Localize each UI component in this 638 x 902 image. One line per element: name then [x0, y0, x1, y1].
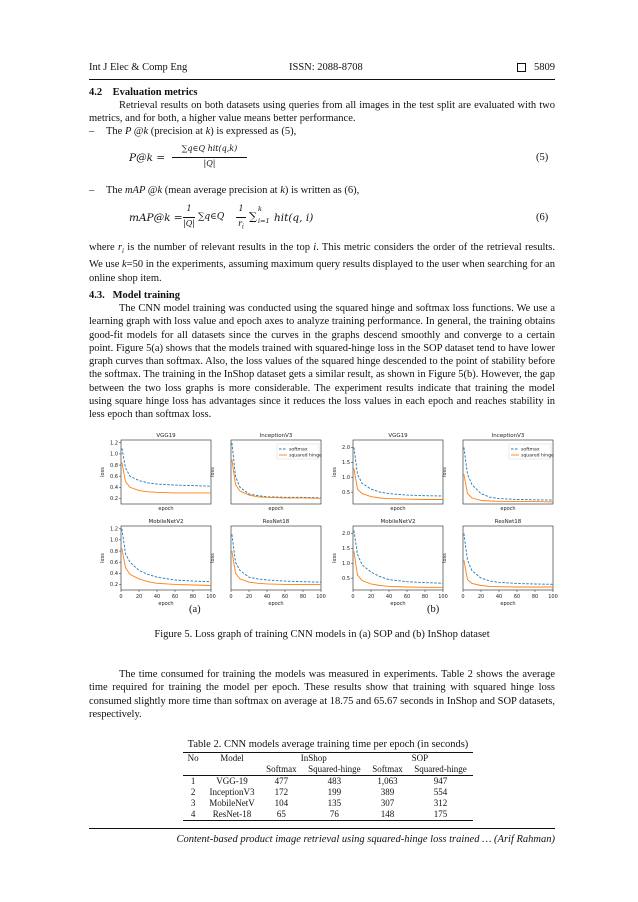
eq5-number: (5)	[536, 152, 549, 163]
y-tick-label: 1.2	[110, 440, 118, 447]
y-tick-label: 1.0	[342, 561, 350, 568]
eq6-sum2-sup: k	[258, 205, 262, 213]
x-tick-label: 40	[153, 594, 161, 600]
y-axis-label: loss	[332, 467, 338, 477]
subplot-title: MobileNetV2	[148, 519, 184, 525]
bullet-dash-1: –	[89, 126, 95, 137]
x-tick-label: 20	[367, 594, 375, 600]
y-tick-label: 0.8	[110, 462, 118, 469]
legend-softmax-label: softmax	[289, 447, 308, 453]
subplot-title: VGG19	[156, 433, 176, 439]
squared-hinge-series-line	[232, 460, 321, 499]
y-tick-label: 0.5	[342, 575, 350, 582]
x-axis-label: epoch	[390, 601, 406, 607]
y-tick-label: 0.6	[110, 473, 118, 480]
y-tick-label: 0.4	[110, 485, 118, 492]
x-tick-label: 80	[189, 594, 197, 600]
x-axis-label: epoch	[268, 506, 284, 512]
table-cell: 3	[190, 798, 196, 808]
legend-hinge-label: squared hinge	[289, 453, 322, 459]
table-header-no: No	[187, 753, 199, 763]
footer-rule	[89, 828, 555, 829]
bullet-precision: The P @k (precision at k) is expressed as (5),	[106, 126, 297, 137]
x-tick-label: 20	[477, 594, 485, 600]
x-axis-label: epoch	[158, 601, 174, 607]
x-tick-label: 80	[299, 594, 307, 600]
x-tick-label: 40	[385, 594, 393, 600]
x-axis-label: epoch	[268, 601, 284, 607]
table-cell: 307	[380, 798, 395, 808]
softmax-series-line	[464, 533, 553, 584]
x-tick-label: 60	[281, 594, 289, 600]
x-tick-label: 0	[229, 594, 233, 600]
y-tick-label: 0.6	[110, 559, 118, 566]
subplot-title: VGG19	[388, 433, 408, 439]
table-row	[183, 809, 473, 821]
y-axis-label: loss	[100, 553, 106, 563]
table-subheader: Softmax	[372, 764, 403, 774]
eq6-sum1: ∑q∈Q	[198, 212, 225, 222]
training-time-paragraph: The time consumed for training the models was measured in experiments. Table 2 shows the average time required for training the model per epoch. These results show that training with squared hinge loss consumed slightly more time than softmax on average at 18.75 and 65.67 seconds in InShop and SOP datasets, respectively.	[89, 669, 555, 720]
table-cell: MobileNetV	[209, 798, 255, 808]
y-tick-label: 1.5	[342, 546, 350, 553]
table-subheader: Squared-hinge	[308, 764, 361, 774]
subplot-frame	[121, 526, 211, 590]
y-tick-label: 0.5	[342, 489, 350, 496]
figure-label-a: (a)	[189, 604, 201, 615]
table-cell: 175	[433, 809, 448, 819]
eq6-frac1-den: |Q|	[183, 219, 195, 228]
y-tick-label: 0.4	[110, 571, 118, 578]
eq6-frac1-bar	[183, 217, 195, 218]
x-tick-label: 40	[495, 594, 503, 600]
x-tick-label: 20	[245, 594, 253, 600]
table-cell: 2	[190, 787, 196, 797]
table-cell: 554	[433, 787, 448, 797]
subplot-title: InceptionV3	[259, 433, 293, 439]
subplot-title: ResNet18	[494, 519, 522, 525]
table-cell: 1	[190, 776, 196, 786]
y-tick-label: 1.5	[342, 460, 350, 467]
subplot-title: InceptionV3	[491, 433, 525, 439]
table-cell: VGG-19	[216, 776, 248, 786]
x-tick-label: 60	[403, 594, 411, 600]
table-subheader: Softmax	[266, 764, 297, 774]
y-tick-label: 1.2	[110, 526, 118, 533]
x-tick-label: 60	[171, 594, 179, 600]
table-cell: 477	[274, 776, 289, 786]
table-cell: 312	[433, 798, 448, 808]
page-number: 5809	[517, 62, 555, 73]
figure-label-b: (b)	[427, 604, 440, 615]
table-header-sop: SOP	[411, 753, 429, 763]
eq6-lhs: mAP@k =	[129, 212, 183, 224]
eq6-frac1-num: 1	[186, 204, 192, 213]
eq5-fraction-bar	[172, 157, 247, 158]
eq6-tail: hit(q, i)	[274, 212, 314, 224]
eq5-denominator: |Q|	[203, 159, 216, 168]
section-4-2-title: 4.2 Evaluation metrics	[89, 87, 198, 98]
softmax-series-line	[354, 531, 443, 584]
table-subheader: Squared-hinge	[414, 764, 467, 774]
x-tick-label: 100	[206, 594, 216, 600]
squared-hinge-series-line	[232, 551, 321, 584]
y-tick-label: 0.2	[110, 496, 118, 503]
subplot-frame	[353, 440, 443, 504]
table-row	[183, 787, 473, 798]
subplot-frame	[353, 526, 443, 590]
table-cell: 135	[327, 798, 342, 808]
x-tick-label: 20	[135, 594, 143, 600]
x-axis-label: epoch	[500, 506, 516, 512]
header-rule	[89, 79, 555, 80]
table-cell: 76	[329, 809, 339, 819]
table-header-inshop: InShop	[300, 753, 327, 763]
squared-hinge-series-line	[354, 468, 443, 499]
eq6-frac2-den: $r_i$	[238, 219, 244, 231]
table-cell: 1,063	[377, 776, 398, 786]
checkbox-square-icon	[517, 63, 526, 72]
y-axis-label: loss	[210, 553, 216, 563]
y-tick-label: 2.0	[342, 445, 350, 452]
legend-softmax-label: softmax	[521, 447, 540, 453]
x-tick-label: 80	[421, 594, 429, 600]
journal-name: Int J Elec & Comp Eng	[89, 62, 188, 73]
table-header-row-2	[183, 764, 473, 776]
section-4-2-paragraph: Retrieval results on both datasets using queries from all images in the test split are evaluated with two metrics, and for both, a higher value means better performance.	[89, 100, 555, 125]
y-axis-label: loss	[100, 467, 106, 477]
eq6-frac2-num: 1	[238, 204, 244, 213]
table-cell: 148	[380, 809, 395, 819]
x-axis-label: epoch	[158, 506, 174, 512]
table-row	[183, 776, 473, 788]
x-tick-label: 80	[531, 594, 539, 600]
eq6-sum2: ∑	[249, 210, 257, 223]
y-tick-label: 0.8	[110, 548, 118, 555]
y-axis-label: loss	[210, 467, 216, 477]
eq5-lhs: P@k =	[129, 152, 166, 164]
x-tick-label: 0	[351, 594, 355, 600]
footer-citation: Content-based product image retrieval using squared-hinge loss trained … (Arif Rahman)	[176, 834, 555, 845]
x-tick-label: 40	[263, 594, 271, 600]
y-axis-label: loss	[442, 467, 448, 477]
table-cell: 483	[327, 776, 342, 786]
y-tick-label: 1.0	[110, 537, 118, 544]
table-cell: 4	[190, 809, 196, 819]
table-cell: ResNet-18	[212, 809, 252, 819]
table-header-row-1	[183, 753, 473, 764]
section-4-3-title: 4.3. Model training	[89, 290, 180, 301]
eq6-sum2-sub: i=1	[258, 217, 270, 225]
softmax-series-line	[232, 534, 321, 582]
x-tick-label: 100	[548, 594, 558, 600]
subplot-title: ResNet18	[262, 519, 290, 525]
y-axis-label: loss	[442, 553, 448, 563]
y-tick-label: 2.0	[342, 531, 350, 538]
table-cell: 65	[276, 809, 286, 819]
x-tick-label: 0	[461, 594, 465, 600]
table-cell: 947	[433, 776, 448, 786]
table-cell: 389	[380, 787, 395, 797]
eq6-number: (6)	[536, 212, 549, 223]
squared-hinge-series-line	[464, 474, 553, 502]
y-tick-label: 1.0	[342, 475, 350, 482]
table-header-model: Model	[220, 753, 244, 763]
y-tick-label: 1.0	[110, 451, 118, 458]
section-4-2-paragraph-2: where $r_i$ is the number of relevant results in the top i. This metric considers the order of the retrieval results. We use k=50 in the experiments, assuming maximum query results displayed to the user when searching for an online shop item.	[89, 242, 556, 284]
table-cell: InceptionV3	[209, 787, 255, 797]
section-4-3-paragraph: The CNN model training was conducted using the squared hinge and softmax loss functions. We use a learning graph with loss value and epoch axes to analyze training performance. In general, the training obtains good-fit models for all datasets since the curves in the graphs descend smoothly and converge to a certain point. Figure 5(a) shows that the models trained with squared-hinge loss in the SOP dataset tend to have lower graph curves than softmax. Also, the loss values of the squared hinge descended to the point of stability before the softmax. The training in the InShop dataset gets a similar result, as shown in Figure 5(b). However, the gap between the two loss graphs is more considerable. The experiment results indicate that training the model using square hinge loss has advantages since it reduces the loss values in each epoch and reaches stability in less epoch than softmax loss.	[89, 303, 555, 421]
x-tick-label: 60	[513, 594, 521, 600]
subplot-title: MobileNetV2	[380, 519, 416, 525]
table-cell: 104	[274, 798, 289, 808]
legend-hinge-label: squared hinge	[521, 453, 554, 459]
x-tick-label: 100	[316, 594, 326, 600]
table-2-caption: Table 2. CNN models average training time per epoch (in seconds)	[187, 739, 469, 750]
figure-5-loss-graphs	[86, 428, 561, 614]
table-2	[183, 753, 473, 821]
table-cell: 172	[274, 787, 289, 797]
x-axis-label: epoch	[390, 506, 406, 512]
eq5-numerator: ∑q∈Q hit(q,k)	[181, 144, 238, 153]
table-cell: 199	[327, 787, 342, 797]
squared-hinge-series-line	[122, 462, 211, 493]
y-tick-label: 0.2	[110, 582, 118, 589]
softmax-series-line	[122, 529, 211, 582]
subplot-frame	[121, 440, 211, 504]
x-tick-label: 0	[119, 594, 123, 600]
figure-caption: Figure 5. Loss graph of training CNN models in (a) SOP and (b) InShop dataset	[154, 629, 490, 640]
bullet-map: The mAP @k (mean average precision at k) is written as (6),	[106, 185, 360, 196]
softmax-series-line	[354, 447, 443, 496]
x-axis-label: epoch	[500, 601, 516, 607]
softmax-series-line	[122, 448, 211, 486]
table-row	[183, 798, 473, 809]
y-axis-label: loss	[332, 553, 338, 563]
x-tick-label: 100	[438, 594, 448, 600]
issn: ISSN: 2088-8708	[289, 62, 363, 73]
subplot-frame	[463, 526, 553, 590]
eq6-frac2-bar	[236, 217, 246, 218]
bullet-dash-2: –	[89, 185, 95, 196]
